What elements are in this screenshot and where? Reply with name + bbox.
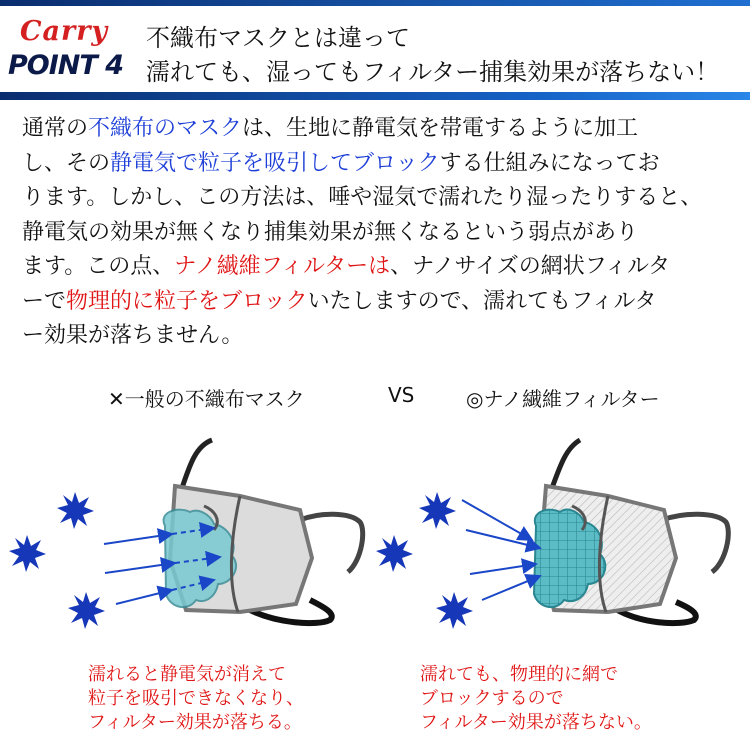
- highlight-static-block: 静電気で粒子を吸引してブロック: [110, 150, 440, 176]
- paragraph-line: 通常の不織布のマスクは、生地に静電気を帯電するように加工: [22, 116, 639, 141]
- header-title-line1: 不織布マスクとは違って: [146, 24, 410, 52]
- mask-nanofiber-icon: [534, 440, 728, 623]
- explanation-paragraph: [22, 112, 737, 354]
- caption-nonwoven: [88, 663, 388, 735]
- caption-nanofiber: [420, 663, 720, 735]
- paragraph-line: ます。この点、ナノ繊維フィルターは、ナノサイズの網状フィルタ: [22, 254, 671, 279]
- particle-burst-icon: [9, 535, 46, 572]
- particle-burst-icon: [376, 535, 413, 572]
- highlight-nonwoven-mask: 不織布のマスク: [88, 116, 243, 141]
- arrow-icon: [462, 500, 540, 600]
- paragraph-line: 静電気の効果が無くなり捕集効果が無くなるという弱点があり: [22, 219, 639, 245]
- header-underline-bar: [0, 92, 750, 100]
- paragraph-line: ーで物理的に粒子をブロックいたしますので、濡れてもフィルタ: [22, 288, 657, 314]
- paragraph-line: し、その静電気で粒子を吸引してブロックする仕組みになってお: [22, 150, 660, 176]
- paragraph-line: ー効果が落ちません。: [22, 323, 244, 348]
- particle-burst-icon: [68, 592, 105, 629]
- caption-line: ブロックするので: [420, 688, 564, 709]
- caption-line: 濡れても、物理的に網で: [420, 664, 618, 685]
- caption-line: フィルター効果が落ちる。: [88, 712, 302, 733]
- particle-burst-icon: [57, 492, 94, 529]
- comparison-illustration: [0, 420, 750, 660]
- header: [0, 6, 750, 92]
- highlight-physical-block: 物理的に粒子をブロック: [66, 288, 308, 314]
- label-nanofiber-filter: ◎ナノ繊維フィルター: [466, 387, 660, 411]
- paragraph-line: ります。しかし、この方法は、唾や湿気で濡れたり湿ったりすると、: [22, 185, 703, 210]
- logo-point-number: POINT 4: [8, 50, 123, 81]
- header-title-line2: 濡れても、湿ってもフィルター捕集効果が落ちない！: [146, 58, 720, 86]
- caption-line: 濡れると静電気が消えて: [88, 664, 286, 685]
- caption-line: フィルター効果が落ちない。: [420, 712, 652, 733]
- highlight-nanofiber-filter: ナノ繊維フィルターは: [174, 254, 391, 279]
- label-vs: VS: [388, 383, 415, 407]
- label-nonwoven-mask: ✕一般の不織布マスク: [108, 387, 305, 411]
- caption-line: 粒子を吸引できなくなり、: [88, 688, 304, 709]
- particle-burst-icon: [419, 492, 456, 529]
- logo-carry: Carry: [20, 16, 109, 47]
- particle-burst-icon: [436, 592, 473, 629]
